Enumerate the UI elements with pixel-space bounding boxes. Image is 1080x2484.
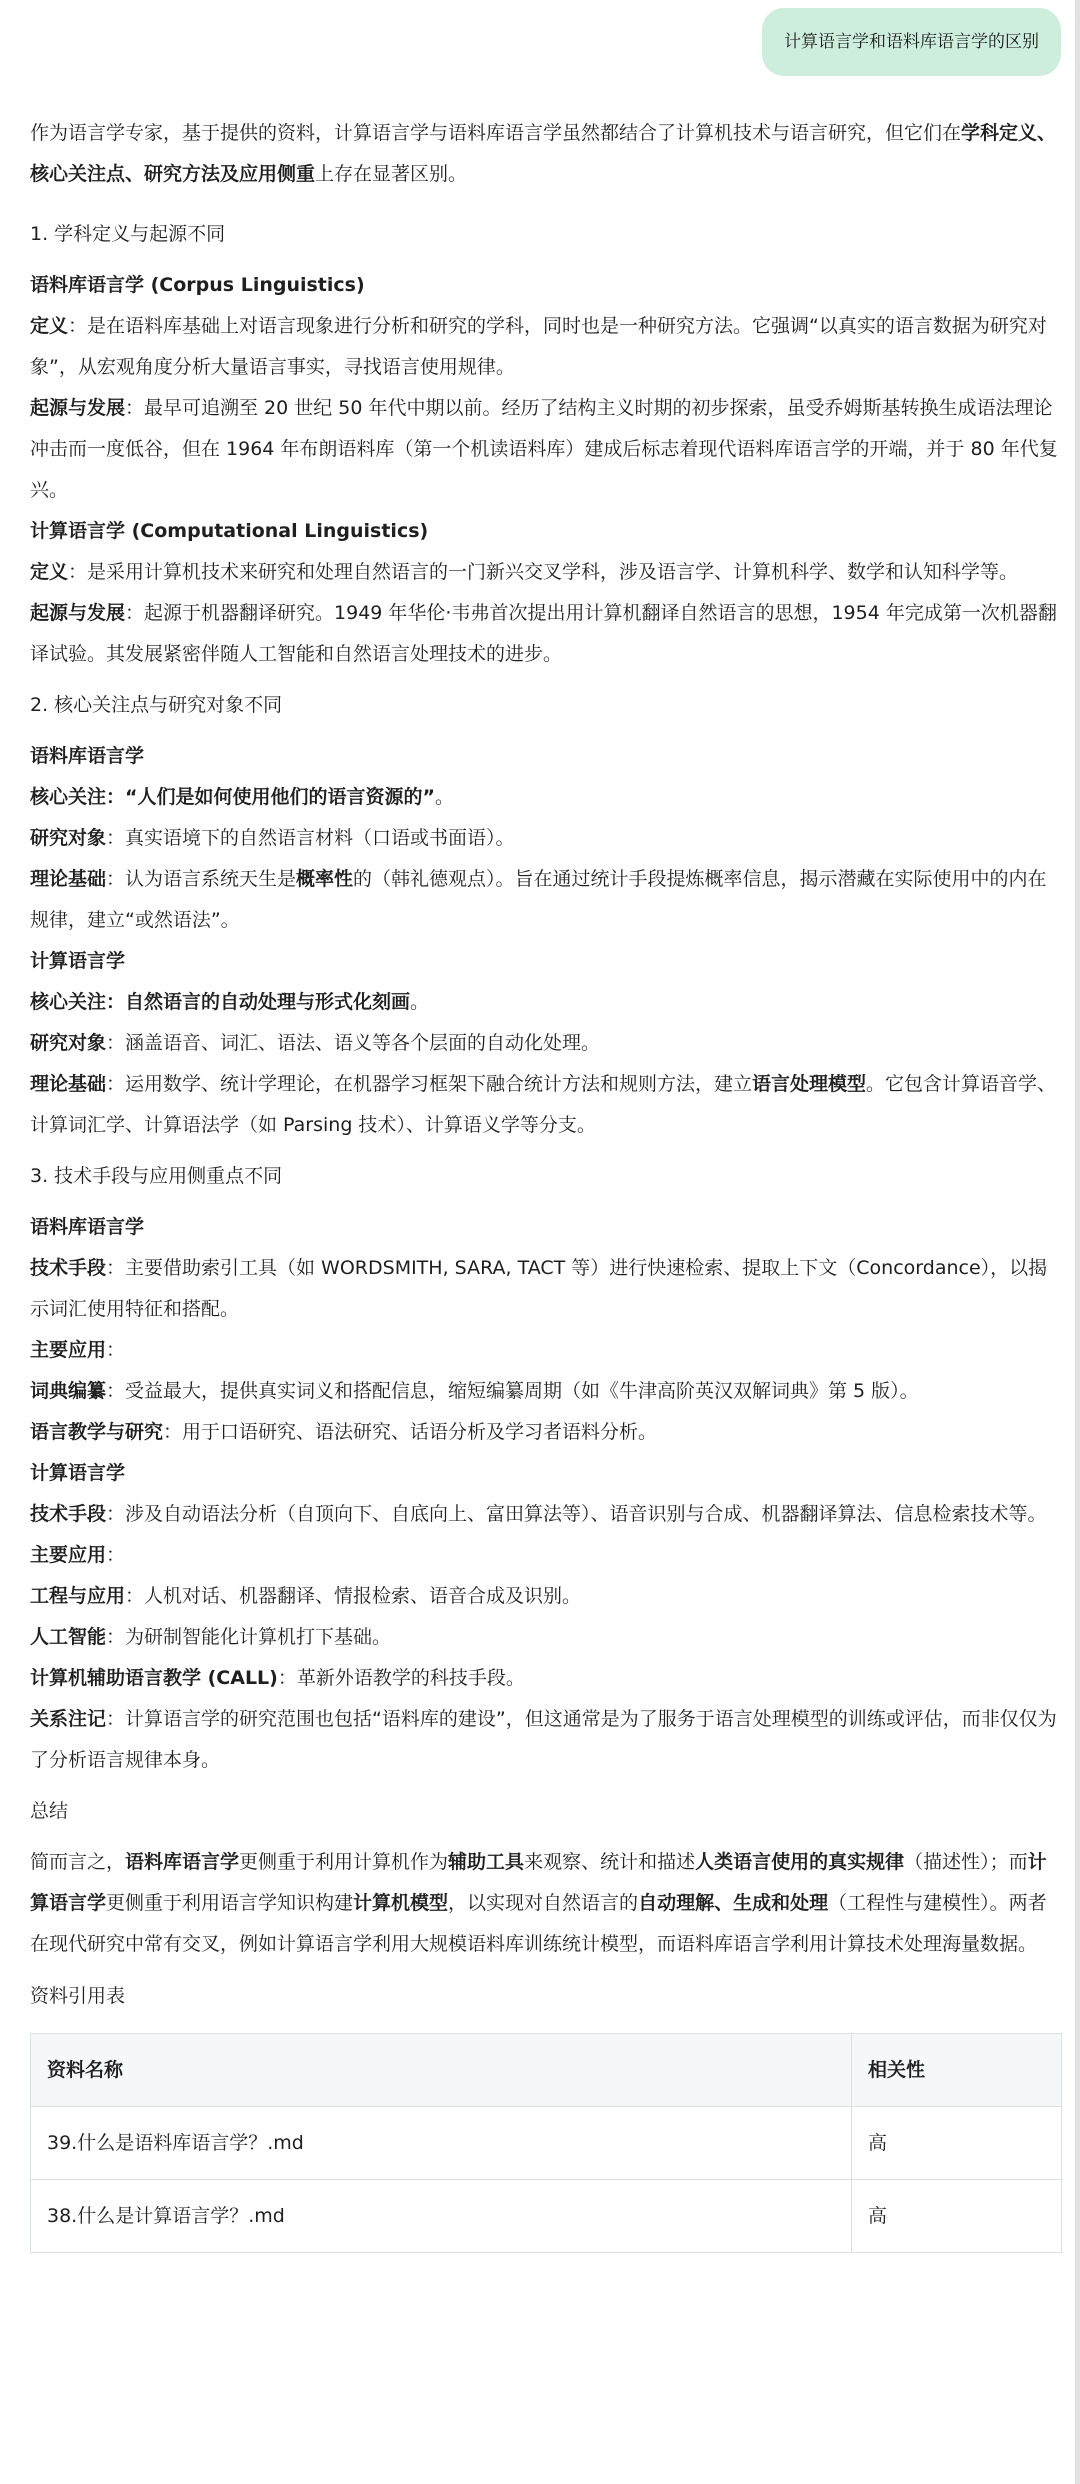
section-heading: 总结 xyxy=(30,1800,69,1822)
bold-text: 语言处理模型 xyxy=(752,1073,867,1095)
section-heading: 3. 技术手段与应用侧重点不同 xyxy=(30,1165,283,1187)
bold-text: 计算机模型 xyxy=(353,1892,449,1914)
text-run: 更侧重于利用计算机作为 xyxy=(239,1851,449,1873)
bold-text: 语言教学与研究 xyxy=(30,1421,164,1443)
reference-relevance: 高 xyxy=(852,2107,1062,2180)
bold-text: 研究对象 xyxy=(30,827,107,849)
paragraph xyxy=(30,1330,1062,1371)
bold-text: 研究对象 xyxy=(30,1032,107,1054)
column-header-name: 资料名称 xyxy=(31,2034,852,2107)
bold-text: 主要应用 xyxy=(30,1339,107,1361)
text-run: 更侧重于利用语言学知识构建 xyxy=(106,1892,354,1914)
assistant-response xyxy=(30,113,1062,2253)
paragraph xyxy=(30,1371,1062,1412)
subsection-heading xyxy=(30,736,1062,777)
bold-text: 工程与应用 xyxy=(30,1585,126,1607)
text-run: ：真实语境下的自然语言材料（口语或书面语）。 xyxy=(106,827,515,849)
text-run: 。 xyxy=(410,991,430,1013)
paragraph xyxy=(30,1023,1062,1064)
paragraph xyxy=(30,1412,1062,1453)
bold-text: 计算语言学 (Computational Linguistics) xyxy=(30,520,429,542)
reference-table xyxy=(30,2033,1062,2253)
bold-text: 自动理解、生成和处理 xyxy=(638,1892,829,1914)
bold-text: 计算语言学 xyxy=(30,1462,126,1484)
paragraph xyxy=(30,1494,1062,1535)
bold-text: 理论基础 xyxy=(30,868,107,890)
bold-text: 技术手段 xyxy=(30,1257,107,1279)
bold-text: 起源与发展 xyxy=(30,602,126,624)
text-run: ：计算语言学的研究范围也包括“语料库的建设”，但这通常是为了服务于语言处理模型的训练或评估，而非仅仅为了分析语言规律本身。 xyxy=(30,1708,1057,1771)
text-run: ：涉及自动语法分析（自顶向下、自底向上、富田算法等）、语音识别与合成、机器翻译算法、信息检索技术等。 xyxy=(106,1503,1047,1525)
text-run: （工程性与建模性）。两者在现代研究中常有交叉，例如计算语言学利用大规模语料库训练统计模型，而语料库语言学利用计算技术处理海量数据。 xyxy=(30,1892,1047,1955)
bold-text: 技术手段 xyxy=(30,1503,107,1525)
column-header-relevance: 相关性 xyxy=(852,2034,1062,2107)
response-sections xyxy=(30,214,1062,1965)
paragraph xyxy=(30,306,1062,388)
bold-text: 核心关注 xyxy=(30,786,107,808)
user-message-row xyxy=(762,8,1061,76)
bold-text: 主要应用 xyxy=(30,1544,107,1566)
text-run: ： xyxy=(106,1544,126,1566)
reference-table-title: 资料引用表 xyxy=(30,1985,126,2007)
table-row xyxy=(31,2180,1062,2253)
reference-relevance: 高 xyxy=(852,2180,1062,2253)
text-run: 简而言之， xyxy=(30,1851,126,1873)
subsection-heading xyxy=(30,1207,1062,1248)
text-run: ：用于口语研究、语法研究、话语分析及学习者语料分析。 xyxy=(163,1421,658,1443)
text-run: ： xyxy=(106,1339,126,1361)
text-run: ：主要借助索引工具（如 WORDSMITH, SARA, TACT 等）进行快速检索、提取上下文（Concordance），以揭示词汇使用特征和搭配。 xyxy=(30,1257,1048,1320)
text-run: ：起源于机器翻译研究。1949 年华伦·韦弗首次提出用计算机翻译自然语言的思想，1954 年完成第一次机器翻译试验。其发展紧密伴随人工智能和自然语言处理技术的进步。 xyxy=(30,602,1057,665)
bold-text: 理论基础 xyxy=(30,1073,107,1095)
paragraph xyxy=(30,818,1062,859)
bold-text: 计算机辅助语言教学 (CALL) xyxy=(30,1667,278,1689)
text-run: ：涵盖语音、词汇、语法、语义等各个层面的自动化处理。 xyxy=(106,1032,601,1054)
text-run: ：人机对话、机器翻译、情报检索、语音合成及识别。 xyxy=(125,1585,582,1607)
text-run: ：是采用计算机技术来研究和处理自然语言的一门新兴交叉学科，涉及语言学、计算机科学、数学和认知科学等。 xyxy=(68,561,1019,583)
bold-text: 人类语言使用的真实规律 xyxy=(695,1851,905,1873)
subsection-heading xyxy=(30,1453,1062,1494)
subsection-heading xyxy=(30,265,1062,306)
bold-text: ： xyxy=(106,991,126,1013)
user-message-bubble: 计算语言学和语料库语言学的区别 xyxy=(762,8,1061,76)
bold-text: 词典编纂 xyxy=(30,1380,107,1402)
paragraph xyxy=(30,1699,1062,1781)
bold-text: ： xyxy=(106,786,126,808)
paragraph xyxy=(30,1248,1062,1330)
reference-file-name: 38.什么是计算语言学？.md xyxy=(31,2180,852,2253)
paragraph xyxy=(30,593,1062,675)
text-run: ：受益最大，提供真实词义和搭配信息，缩短编纂周期（如《牛津高阶英汉双解词典》第 5 版）。 xyxy=(106,1380,919,1402)
text-run: 上存在显著区别。 xyxy=(315,163,468,185)
paragraph xyxy=(30,552,1062,593)
paragraph xyxy=(30,1658,1062,1699)
text-run: ：为研制智能化计算机打下基础。 xyxy=(106,1626,392,1648)
text-run: ：最早可追溯至 20 世纪 50 年代中期以前。经历了结构主义时期的初步探索，虽受乔姆斯基转换生成语法理论冲击而一度低谷，但在 1964 年布朗语料库（第一个机读语料库）建成后标志着现代语料库语言学的开端，并于 80 年代复兴。 xyxy=(30,397,1058,501)
bold-text: 计算语言学 xyxy=(30,950,126,972)
paragraph xyxy=(30,1576,1062,1617)
text-run: ，以实现对自然语言的 xyxy=(448,1892,639,1914)
paragraph xyxy=(30,1842,1062,1965)
text-run: 的（韩礼德观点）。旨在通过统计手段提炼概率信息，揭示潜藏在实际使用中的内在规律，建立“或然语法”。 xyxy=(30,868,1047,931)
text-run: 作为语言学专家，基于提供的资料，计算语言学与语料库语言学虽然都结合了计算机技术与语言研究，但它们在 xyxy=(30,122,962,144)
paragraph xyxy=(30,388,1062,511)
bold-text: 学科定义、核心关注点、研究方法及应用侧重 xyxy=(30,122,1057,185)
section-heading: 2. 核心关注点与研究对象不同 xyxy=(30,694,283,716)
bold-text: 语料库语言学 (Corpus Linguistics) xyxy=(30,274,365,296)
bold-text: “人们是如何使用他们的语言资源的” xyxy=(125,786,436,808)
table-row xyxy=(31,2107,1062,2180)
text-run: ：是在语料库基础上对语言现象进行分析和研究的学科，同时也是一种研究方法。它强调“以真实的语言数据为研究对象”，从宏观角度分析大量语言事实，寻找语言使用规律。 xyxy=(30,315,1047,378)
text-run: ：运用数学、统计学理论，在机器学习框架下融合统计方法和规则方法，建立 xyxy=(106,1073,753,1095)
paragraph xyxy=(30,1064,1062,1146)
scrollbar[interactable] xyxy=(1075,0,1080,2484)
bold-text: 概率性 xyxy=(296,868,354,890)
bold-text: 语料库语言学 xyxy=(30,1216,145,1238)
bold-text: 人工智能 xyxy=(30,1626,107,1648)
paragraph xyxy=(30,1535,1062,1576)
bold-text: 语料库语言学 xyxy=(30,745,145,767)
text-run: ：认为语言系统天生是 xyxy=(106,868,297,890)
subsection-heading xyxy=(30,941,1062,982)
paragraph xyxy=(30,859,1062,941)
intro-paragraph xyxy=(30,113,1062,195)
bold-text: 定义 xyxy=(30,561,69,583)
paragraph xyxy=(30,1617,1062,1658)
paragraph xyxy=(30,777,1062,818)
table-header-row xyxy=(31,2034,1062,2107)
subsection-heading xyxy=(30,511,1062,552)
bold-text: 自然语言的自动处理与形式化刻画 xyxy=(125,991,411,1013)
bold-text: 核心关注 xyxy=(30,991,107,1013)
bold-text: 辅助工具 xyxy=(448,1851,525,1873)
bold-text: 计算语言学 xyxy=(30,1851,1047,1914)
text-run: 。它包含计算语音学、计算词汇学、计算语法学（如 Parsing 技术）、计算语义学等分支。 xyxy=(30,1073,1057,1136)
text-run: ：革新外语教学的科技手段。 xyxy=(277,1667,525,1689)
text-run: 。 xyxy=(435,786,455,808)
text-run: （描述性）；而 xyxy=(904,1851,1028,1873)
text-run: 来观察、统计和描述 xyxy=(524,1851,696,1873)
reference-file-name: 39.什么是语料库语言学？.md xyxy=(31,2107,852,2180)
paragraph xyxy=(30,982,1062,1023)
bold-text: 关系注记 xyxy=(30,1708,107,1730)
section-heading: 1. 学科定义与起源不同 xyxy=(30,223,226,245)
bold-text: 定义 xyxy=(30,315,69,337)
bold-text: 起源与发展 xyxy=(30,397,126,419)
bold-text: 语料库语言学 xyxy=(125,1851,240,1873)
